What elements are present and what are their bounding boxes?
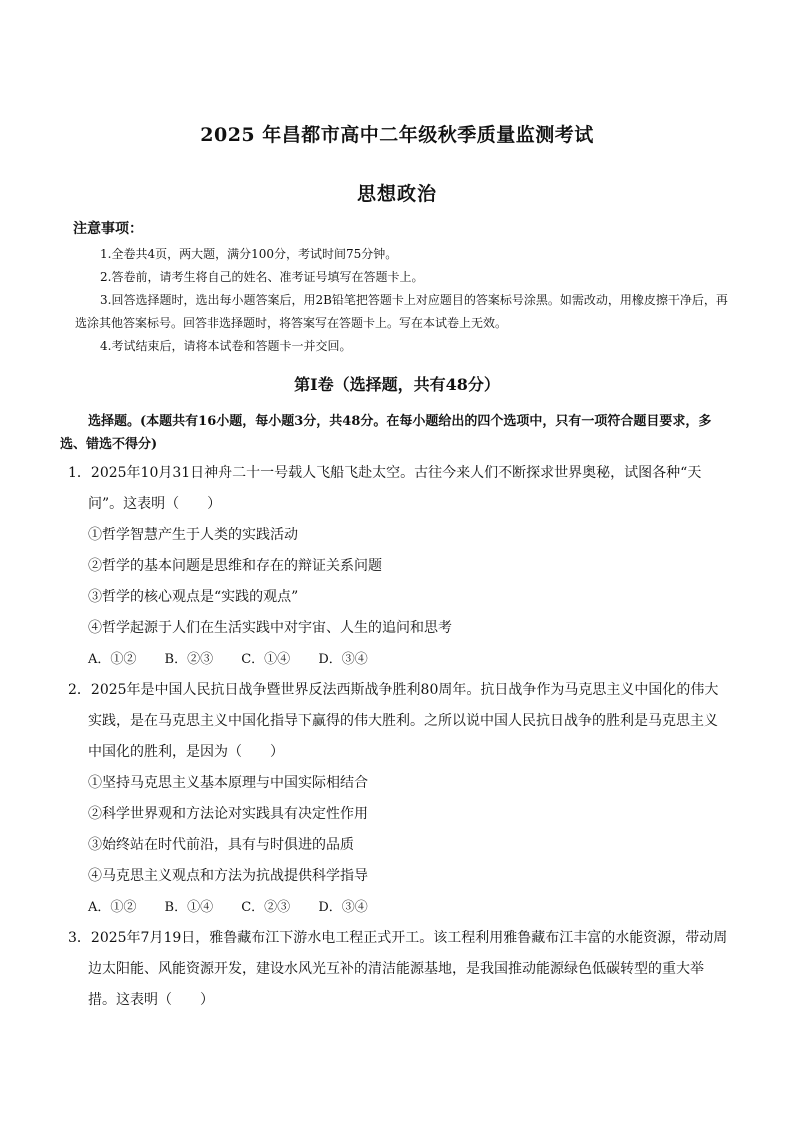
question-stem: 1．2025年10月31日神舟二十一号载人飞船飞赴太空。古往今来人们不断探求世界奥秘，试图各种“天问”。这表明（ ） xyxy=(68,465,702,512)
choice-a: A．①② xyxy=(88,652,137,667)
exam-title: 2025 年昌都市高中二年级秋季质量监测考试 xyxy=(200,124,594,146)
question-option: ③始终站在时代前沿，具有与时俱进的品质 xyxy=(88,837,354,853)
notice-item: 2.答卷前，请考生将自己的姓名、准考证号填写在答题卡上。 xyxy=(100,270,424,284)
question-1 xyxy=(68,458,730,675)
choice-c: C．①④ xyxy=(241,652,291,667)
question-3 xyxy=(68,923,730,1016)
question-option: ④哲学起源于人们在生活实践中对宇宙、人生的追问和思考 xyxy=(88,620,452,636)
section-instructions: 选择题。(本题共有16小题，每小题3分，共48分。在每小题给出的四个选项中，只有一项符合题目要求，多选、错选不得分) xyxy=(60,414,712,452)
answer-choices xyxy=(68,644,730,675)
question-option: ④马克思主义观点和方法为抗战提供科学指导 xyxy=(88,868,368,884)
section-title: 第Ⅰ卷（选择题，共有48分） xyxy=(294,375,500,394)
notice-heading: 注意事项： xyxy=(73,221,143,237)
notice-item: 4.考试结束后，请将本试卷和答题卡一并交回。 xyxy=(100,339,352,353)
subject-title: 思想政治 xyxy=(356,183,437,205)
question-option: ①哲学智慧产生于人类的实践活动 xyxy=(88,527,298,543)
question-2 xyxy=(68,675,730,923)
choice-b: B．①④ xyxy=(164,900,214,915)
choice-c: C．②③ xyxy=(241,900,291,915)
answer-choices xyxy=(68,892,730,923)
question-option: ②科学世界观和方法论对实践具有决定性作用 xyxy=(88,806,368,822)
question-option: ②哲学的基本问题是思维和存在的辩证关系问题 xyxy=(88,558,382,574)
notice-item: 1.全卷共4页，两大题，满分100分，考试时间75分钟。 xyxy=(100,247,398,261)
question-option: ①坚持马克思主义基本原理与中国实际相结合 xyxy=(88,775,368,791)
choice-a: A．①② xyxy=(88,900,137,915)
choice-d: D．③④ xyxy=(318,900,368,915)
notice-item: 3.回答选择题时，选出每小题答案后，用2B铅笔把答题卡上对应题目的答案标号涂黑。如需改动，用橡皮擦干净后，再选涂其他答案标号。回答非选择题时，将答案写在答题卡上。写在本试卷上无效。 xyxy=(75,293,728,330)
question-option: ③哲学的核心观点是“实践的观点” xyxy=(88,589,299,605)
choice-b: B．②③ xyxy=(164,652,214,667)
notice-list xyxy=(75,243,735,358)
question-stem: 3．2025年7月19日，雅鲁藏布江下游水电工程正式开工。该工程利用雅鲁藏布江丰富的水能资源，带动周边太阳能、风能资源开发，建设水风光互补的清洁能源基地，是我国推动能源绿色低碳转型的重大举措。这表明（ ） xyxy=(68,930,728,1008)
choice-d: D．③④ xyxy=(318,652,368,667)
question-stem: 2．2025年是中国人民抗日战争暨世界反法西斯战争胜利80周年。抗日战争作为马克思主义中国化的伟大实践，是在马克思主义中国化指导下赢得的伟大胜利。之所以说中国人民抗日战争的胜利是马克思主义中国化的胜利，是因为（ ） xyxy=(68,682,719,760)
